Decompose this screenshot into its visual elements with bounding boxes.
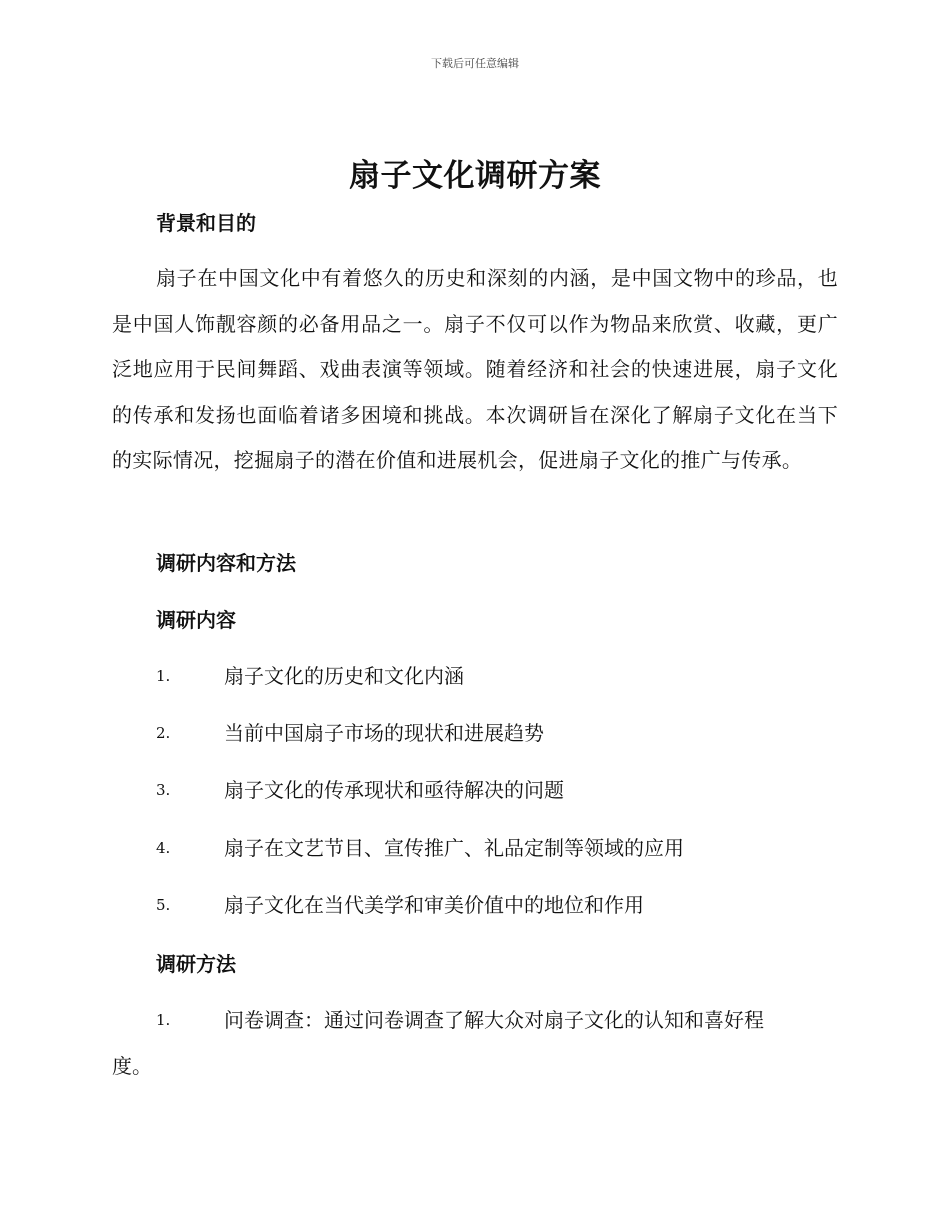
page-title: 扇子文化调研方案 xyxy=(349,158,601,194)
list-item-number: 5. xyxy=(156,896,171,914)
list-item-text: 当前中国扇子市场的现状和进展趋势 xyxy=(224,721,544,745)
header-note: 下载后可任意编辑 xyxy=(431,57,519,70)
method-text-line2: 度。 xyxy=(112,1053,152,1078)
list-item-text: 扇子在文艺节目、宣传推广、礼品定制等领域的应用 xyxy=(224,836,684,860)
list-item-text: 扇子文化在当代美学和审美价值中的地位和作用 xyxy=(224,893,644,917)
list-item-text: 扇子文化的传承现状和亟待解决的问题 xyxy=(224,778,564,802)
section-heading-background: 背景和目的 xyxy=(156,211,256,235)
list-item-text: 扇子文化的历史和文化内涵 xyxy=(224,664,464,688)
list-item-number: 1. xyxy=(156,1011,171,1029)
background-paragraph: 扇子在中国文化中有着悠久的历史和深刻的内涵，是中国文物中的珍品，也是中国人饰靓容颜的必备用品之一。扇子不仅可以作为物品来欣赏、收藏，更广泛地应用于民间舞蹈、戏曲表演等领域。随着经济和社会的快速进展，扇子文化的传承和发扬也面临着诸多困境和挑战。本次调研旨在深化了解扇子文化在当下的实际情况，挖掘扇子的潜在价值和进展机会，促进扇子文化的推广与传承。 xyxy=(112,266,838,473)
list-item-number: 4. xyxy=(156,839,171,857)
section-heading-content: 调研内容 xyxy=(156,608,236,632)
list-item-number: 1. xyxy=(156,667,171,685)
list-item-number: 3. xyxy=(156,781,171,799)
list-item-number: 2. xyxy=(156,724,171,742)
section-heading-methods: 调研方法 xyxy=(156,952,236,976)
section-heading-content-and-method: 调研内容和方法 xyxy=(156,551,296,575)
method-text-line1: 问卷调查：通过问卷调查了解大众对扇子文化的认知和喜好程 xyxy=(224,1008,764,1032)
